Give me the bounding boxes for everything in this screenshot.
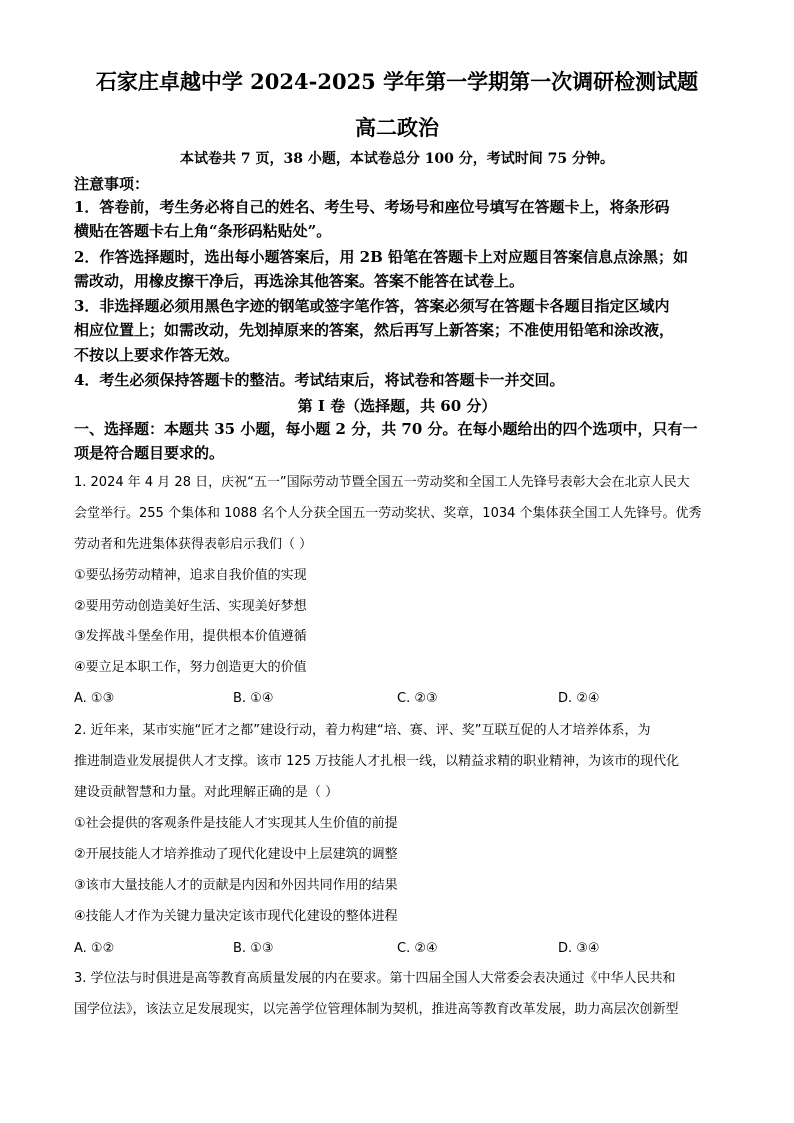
notice-line: 2．作答选择题时，选出每小题答案后，用 2B 铅笔在答题卡上对应题目答案信息点涂黑；如 [74, 248, 689, 266]
notice-line: 3．非选择题必须用黑色字迹的钢笔或签字笔作答，答案必须写在答题卡各题目指定区域内 [74, 297, 670, 315]
statement: ②要用劳动创造美好生活、实现美好梦想 [74, 599, 307, 614]
question-text: 1. 2024 年 4 月 28 日，庆祝“五一”国际劳动节暨全国五一劳动奖和全国工人先锋号表彰大会在北京人民大 [74, 475, 690, 490]
notice-line: 1．答卷前，考生务必将自己的姓名、考生号、考场号和座位号填写在答题卡上，将条形码 [74, 198, 670, 216]
exam-subject: 高二政治 [355, 115, 439, 140]
notice-line: 相应位置上；如需改动，先划掉原来的答案，然后再写上新答案；不准使用铅笔和涂改液， [74, 321, 675, 339]
statement: ①要弘扬劳动精神，追求自我价值的实现 [74, 568, 307, 583]
part1-instruction: 一、选择题：本题共 35 小题，每小题 2 分，共 70 分。在每小题给出的四个选项中，只有一 [74, 420, 698, 438]
statement: ①社会提供的客观条件是技能人才实现其人生价值的前提 [74, 816, 398, 831]
option-d: D. ③④ [558, 941, 600, 956]
option-b: B. ①③ [233, 941, 274, 956]
question-text: 2. 近年来，某市实施“匠才之都”建设行动，着力构建“培、赛、评、奖”互联互促的人才培养体系，为 [74, 723, 651, 738]
notice-line: 不按以上要求作答无效。 [74, 346, 240, 364]
question-text: 建设贡献智慧和力量。对此理解正确的是（ ） [74, 785, 339, 800]
statement: ③该市大量技能人才的贡献是内因和外因共同作用的结果 [74, 878, 398, 893]
question-text: 会堂举行。255 个集体和 1088 名个人分获全国五一劳动奖状、奖章，1034 个集体获全国工人先锋号。优秀 [74, 506, 702, 521]
statement: ④要立足本职工作，努力创造更大的价值 [74, 660, 307, 675]
question-text: 3. 学位法与时俱进是高等教育高质量发展的内在要求。第十四届全国人大常委会表决通过《中华人民共和 [74, 971, 676, 986]
option-c: C. ②③ [397, 691, 438, 706]
notice-line: 横贴在答题卡右上角“条形码粘贴处”。 [74, 222, 332, 240]
question-text: 推进制造业发展提供人才支撑。该市 125 万技能人才扎根一线，以精益求精的职业精神，为该市的现代化 [74, 754, 680, 769]
notice-line: 4．考生必须保持答题卡的整洁。考试结束后，将试卷和答题卡一并交回。 [74, 371, 565, 389]
option-a: A. ①② [74, 941, 115, 956]
statement: ③发挥战斗堡垒作用，提供根本价值遵循 [74, 629, 307, 644]
question-text: 劳动者和先进集体获得表彰启示我们（ ） [74, 537, 313, 552]
exam-title: 石家庄卓越中学 2024-2025 学年第一学期第一次调研检测试题 [95, 69, 699, 94]
question-text: 国学位法》，该法立足发展现实，以完善学位管理体制为契机，推进高等教育改革发展，助力高层次创新型 [74, 1002, 679, 1017]
notice-line: 需改动，用橡皮擦干净后，再选涂其他答案。答案不能答在试卷上。 [74, 272, 525, 290]
option-b: B. ①④ [233, 691, 274, 706]
part1-title: 第 I 卷（选择题，共 60 分） [297, 397, 497, 415]
part1-instruction: 项是符合题目要求的。 [74, 444, 225, 462]
exam-info: 本试卷共 7 页，38 小题，本试卷总分 100 分，考试时间 75 分钟。 [179, 151, 615, 167]
option-d: D. ②④ [558, 691, 600, 706]
notice-heading: 注意事项： [74, 175, 150, 193]
option-a: A. ①③ [74, 691, 115, 706]
statement: ②开展技能人才培养推动了现代化建设中上层建筑的调整 [74, 847, 398, 862]
option-c: C. ②④ [397, 941, 438, 956]
statement: ④技能人才作为关键力量决定该市现代化建设的整体进程 [74, 909, 398, 924]
